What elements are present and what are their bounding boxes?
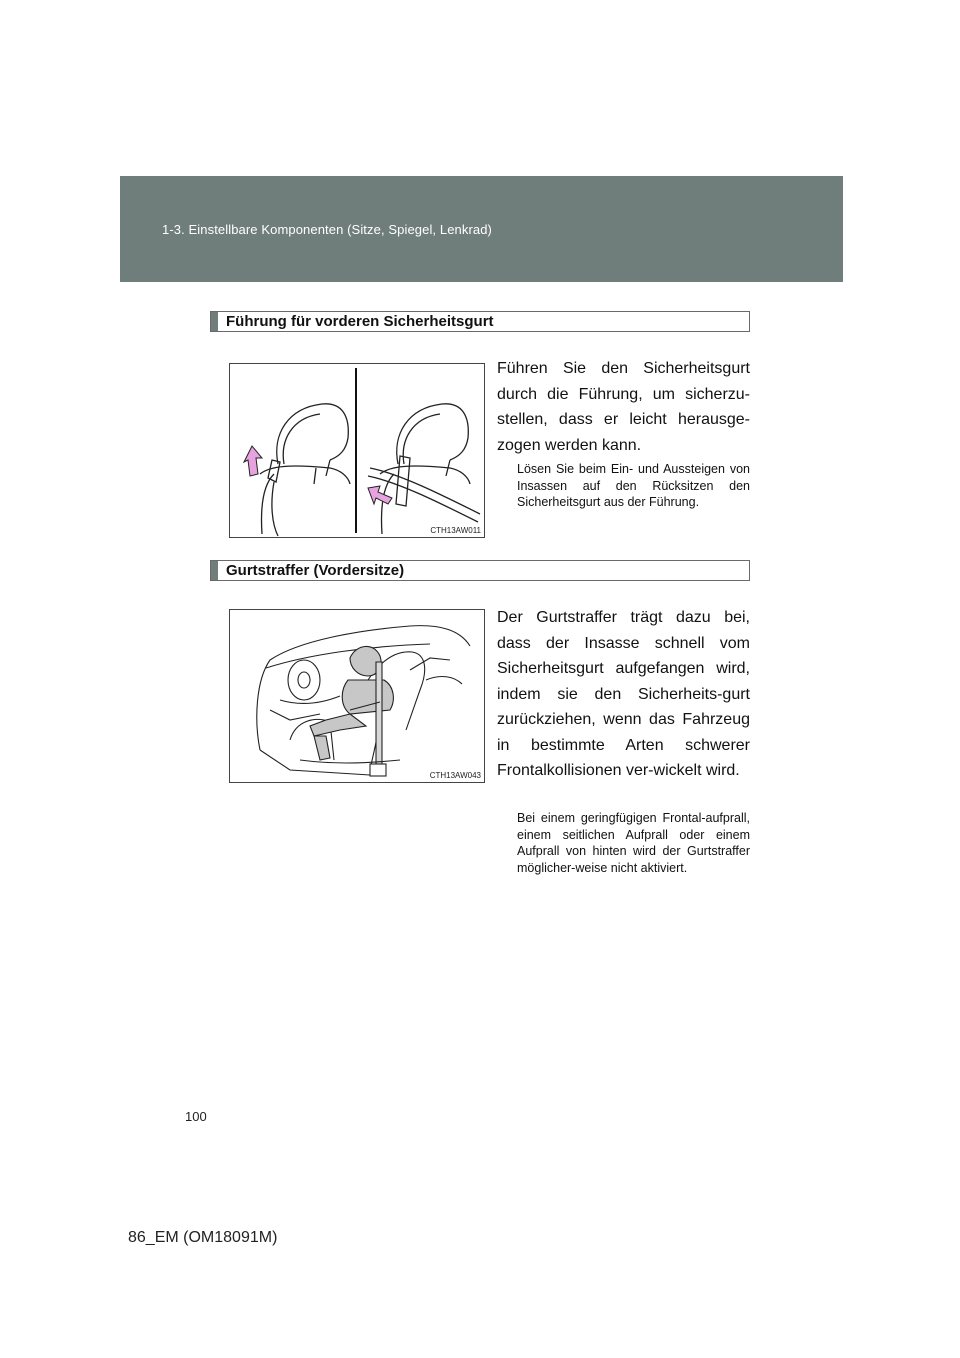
section-accent (211, 312, 218, 331)
pretensioner-note: Bei einem geringfügigen Frontal-aufprall, einem seitlichen Aufprall oder einem Aufprall von hinten wird der Gurtstraffer möglicher-weise nicht aktiviert. (517, 811, 750, 875)
section-accent (211, 561, 218, 580)
belt-guide-instructions: Führen Sie den Sicherheitsgurt durch die Führung, um sicherzu-stellen, dass er leicht herausge-zogen werden kann. (497, 360, 750, 454)
belt-guide-note: Lösen Sie beim Ein- und Aussteigen von Insassen auf den Rücksitzen den Sicherheitsgurt aus der Führung. (517, 462, 750, 509)
manual-code: 86_EM (OM18091M) (128, 1229, 278, 1246)
page-number: 100 (185, 1109, 207, 1124)
pretensioner-description: Der Gurtstraffer trägt dazu bei, dass der Insasse schnell vom Sicherheitsgurt aufgefangen wird, indem sie den Sicherheits-gurt zurückziehen, wenn das Fahrzeug in bestimmte Arten schwerer Frontalkollisionen ver-wickelt wird. (497, 609, 750, 779)
pretensioner-illustration (229, 609, 485, 783)
car-interior-drawing (230, 610, 484, 782)
section-title: Gurtstraffer (Vordersitze) (226, 562, 405, 579)
seat-belt-guide-drawing (230, 364, 484, 537)
section-title-bar-pretensioner (210, 560, 750, 581)
section-title-bar-belt-guide (210, 311, 750, 332)
belt-guide-illustration (229, 363, 485, 538)
section-title: Führung für vorderen Sicherheitsgurt (226, 313, 494, 330)
figure-code: CTH13AW043 (429, 771, 481, 780)
figure-code: CTH13AW011 (430, 526, 481, 535)
chapter-title: 1-3. Einstellbare Komponenten (Sitze, Spiegel, Lenkrad) (162, 222, 492, 237)
chapter-header (120, 176, 843, 282)
